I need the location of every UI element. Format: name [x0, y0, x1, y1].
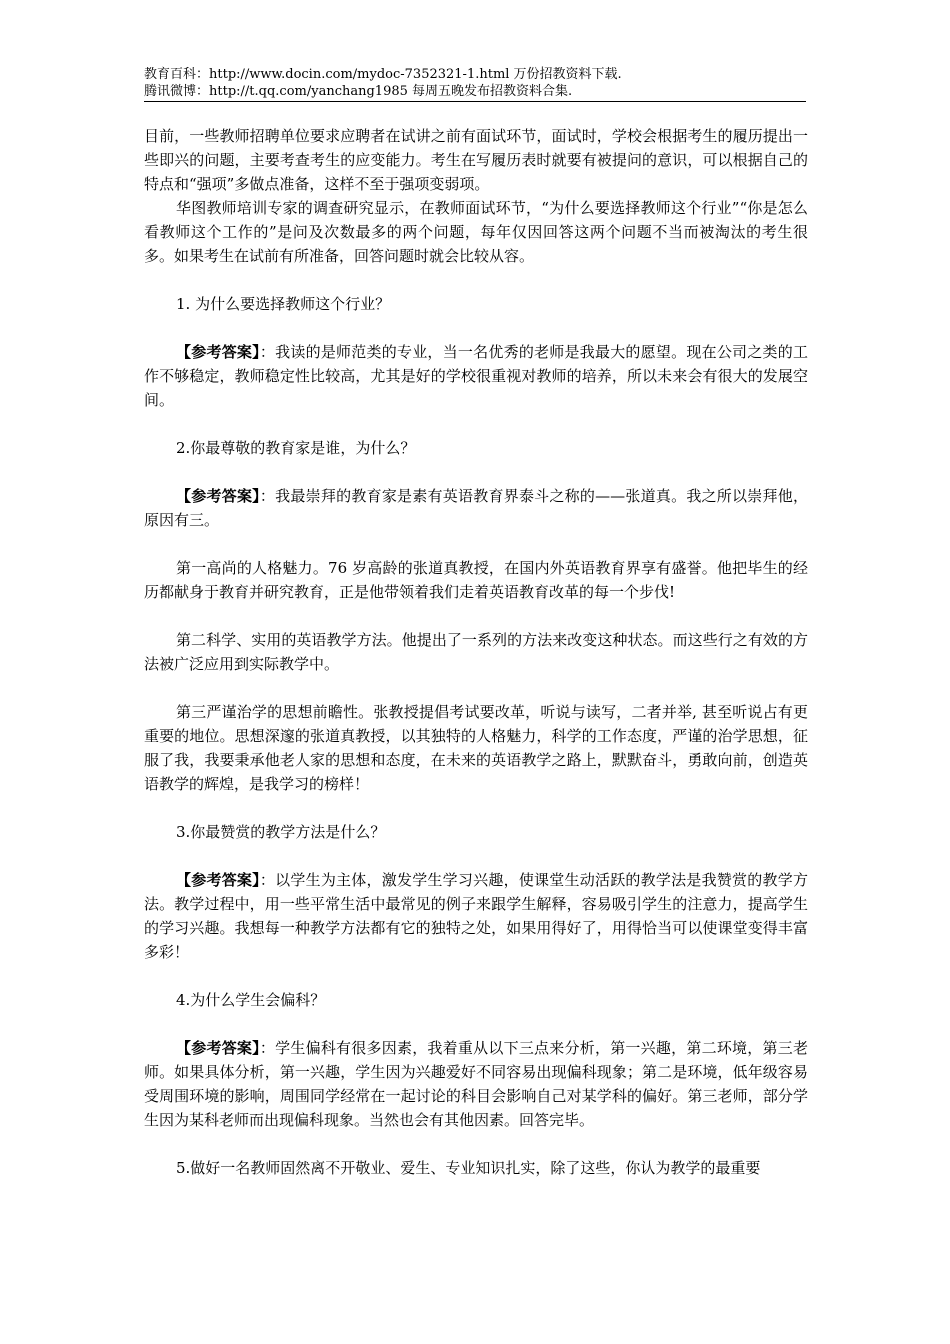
header-line-docin: 教育百科：http://www.docin.com/mydoc-7352321-1.html 万份招教资料下载.	[144, 67, 622, 82]
answer-label: 【参考答案】	[176, 871, 260, 889]
answer-2	[144, 484, 808, 532]
answer-label: 【参考答案】	[176, 1039, 260, 1057]
answer-4	[144, 1036, 808, 1132]
intro-paragraph-2: 华图教师培训专家的调查研究显示，在教师面试环节，“为什么要选择教师这个行业”“你是怎么看教师这个工作的”是问及次数最多的两个问题，每年仅因回答这两个问题不当而被淘汰的考生很多。如果考生在试前有所准备，回答问题时就会比较从容。	[144, 199, 808, 265]
answer-2-point-1: 第一高尚的人格魅力。76 岁高龄的张道真教授，在国内外英语教育界享有盛誉。他把毕生的经历都献身于教育并研究教育，正是他带领着我们走着英语教育改革的每一个步伐!	[144, 559, 808, 601]
page-header	[144, 66, 806, 100]
question-3: 3.你最赞赏的教学方法是什么？	[176, 823, 386, 841]
document-body	[144, 124, 808, 1180]
answer-3	[144, 868, 808, 964]
intro-paragraph-1: 目前，一些教师招聘单位要求应聘者在试讲之前有面试环节，面试时，学校会根据考生的履历提出一些即兴的问题，主要考查考生的应变能力。考生在写履历表时就要有被提问的意识，可以根据自己的特点和“强项”多做点准备，这样不至于强项变弱项。	[144, 127, 808, 193]
question-1: 1. 为什么要选择教师这个行业？	[176, 295, 391, 313]
answer-2-point-3: 第三严谨治学的思想前瞻性。张教授提倡考试要改革，听说与读写，二者并举, 甚至听说占有更重要的地位。思想深邃的张道真教授，以其独特的人格魅力，科学的工作态度，严谨的治学思想，征服了我，我要秉承他老人家的思想和态度，在未来的英语教学之路上，默默奋斗，勇敢向前，创造英语教学的辉煌，是我学习的榜样！	[144, 703, 808, 793]
answer-label: 【参考答案】	[176, 343, 260, 361]
question-4: 4.为什么学生会偏科？	[176, 991, 326, 1009]
header-divider	[144, 101, 806, 102]
answer-text: ：我最崇拜的教育家是素有英语教育界泰斗之称的——张道真。我之所以崇拜他，原因有三。	[144, 487, 808, 529]
answer-2-point-2: 第二科学、实用的英语教学方法。他提出了一系列的方法来改变这种状态。而这些行之有效的方法被广泛应用到实际教学中。	[144, 631, 808, 673]
header-line-weibo: 腾讯微博：http://t.qq.com/yanchang1985 每周五晚发布招教资料合集.	[144, 84, 573, 99]
question-2: 2.你最尊敬的教育家是谁，为什么？	[176, 439, 416, 457]
answer-label: 【参考答案】	[176, 487, 260, 505]
answer-1	[144, 340, 808, 412]
answer-text: ：我读的是师范类的专业，当一名优秀的老师是我最大的愿望。现在公司之类的工作不够稳定，教师稳定性比较高，尤其是好的学校很重视对教师的培养，所以未来会有很大的发展空间。	[144, 343, 808, 409]
answer-text: ：以学生为主体，激发学生学习兴趣，使课堂生动活跃的教学法是我赞赏的教学方法。教学过程中，用一些平常生活中最常见的例子来跟学生解释，容易吸引学生的注意力，提高学生的学习兴趣。我想每一种教学方法都有它的独特之处，如果用得好了，用得恰当可以使课堂变得丰富多彩！	[144, 871, 808, 961]
answer-text: ：学生偏科有很多因素，我着重从以下三点来分析，第一兴趣，第二环境，第三老师。如果具体分析，第一兴趣，学生因为兴趣爱好不同容易出现偏科现象；第二是环境，低年级容易受周围环境的影响，周围同学经常在一起讨论的科目会影响自己对某学科的偏好。第三老师，部分学生因为某科老师而出现偏科现象。当然也会有其他因素。回答完毕。	[144, 1039, 808, 1129]
question-5: 5.做好一名教师固然离不开敬业、爱生、专业知识扎实，除了这些，你认为教学的最重要	[176, 1159, 761, 1177]
